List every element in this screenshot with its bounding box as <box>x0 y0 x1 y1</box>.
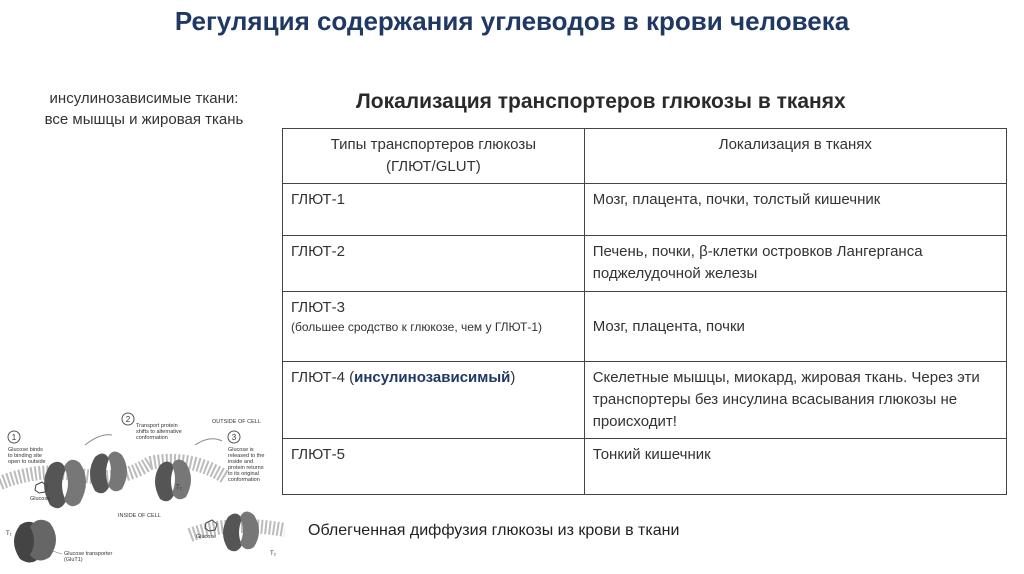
step-3-line: conformation <box>228 477 260 483</box>
localization-cell: Скелетные мышцы, миокард, жировая ткань. Через эти транспортеры без инсулина всасывания глюкозы не происходит! <box>584 362 1006 439</box>
glucose-transporter-label-2: (GluT1) <box>64 557 83 563</box>
transporter-shape-1 <box>44 460 86 508</box>
type-prefix: ГЛЮТ-4 ( <box>291 369 355 386</box>
step-1-text <box>8 447 46 465</box>
transporter-shape-4 <box>14 520 56 563</box>
step-3-line: to its original <box>228 471 259 477</box>
step-1-line: to binding site <box>8 453 42 459</box>
insulin-dependent-label: инсулинозависимый <box>354 369 511 386</box>
step-1-line: open to outside <box>8 459 46 465</box>
table-row <box>283 439 1007 495</box>
transporter-shape-3 <box>155 459 191 501</box>
table-title: Локализация транспортеров глюкозы в тканях <box>356 90 846 113</box>
slide-title: Регуляция содержания углеводов в крови человека <box>174 6 850 36</box>
header-transporter-types: Типы транспортеров глюкозы (ГЛЮТ/GLUT) <box>283 129 585 184</box>
glucose-transporter-label: Glucose transporter <box>64 551 113 557</box>
step-3-number: 3 <box>231 433 237 442</box>
step-2-line: shifts to alternative <box>136 429 182 435</box>
table-row <box>283 292 1007 362</box>
outside-of-cell-label: OUTSIDE OF CELL <box>212 419 261 425</box>
transporter-type-cell: ГЛЮТ-1 <box>283 184 585 236</box>
t2-label-right: T₂ <box>270 551 276 557</box>
transporter-shape-2 <box>90 451 127 493</box>
step-3-line: inside and <box>228 459 254 465</box>
t2-label: T₂ <box>176 485 182 491</box>
diagram-caption: Облегченная диффузия глюкозы из крови в ткани <box>308 522 680 539</box>
localization-cell: Печень, почки, β-клетки островков Лангерганса поджелудочной железы <box>584 236 1006 292</box>
table-row <box>283 362 1007 439</box>
table-header-row <box>283 129 1007 184</box>
table-row <box>283 236 1007 292</box>
step-2-line: Transport protein <box>136 423 178 429</box>
table-row <box>283 184 1007 236</box>
step-1-number: 1 <box>11 433 17 442</box>
step-2-text <box>136 423 182 441</box>
step-3-line: Glucose is <box>228 447 254 453</box>
note-line-1: инсулинозависимые ткани: <box>49 90 239 107</box>
step-3-text <box>228 447 264 483</box>
note-line-2: все мышцы и жировая ткань <box>44 111 244 128</box>
localization-cell: Мозг, плацента, почки, толстый кишечник <box>584 184 1006 236</box>
header-tissue-localization: Локализация в тканях <box>584 129 1006 184</box>
insulin-dependent-note <box>24 88 264 130</box>
localization-cell: Мозг, плацента, почки <box>584 292 1006 362</box>
glucose-label: Glucose <box>30 496 51 502</box>
localization-cell: Тонкий кишечник <box>584 439 1006 495</box>
step-2-number: 2 <box>125 415 131 424</box>
transporter-type-cell <box>283 362 585 439</box>
type-suffix: ) <box>510 369 516 386</box>
step-1-line: Glucose binds <box>8 447 43 453</box>
inside-of-cell-label: INSIDE OF CELL <box>118 513 161 519</box>
transporter-type-cell: ГЛЮТ-2 <box>283 236 585 292</box>
step-arrow-1-2 <box>85 435 112 445</box>
step-2-line: conformation <box>136 435 168 441</box>
step-3-line: protein returns <box>228 465 264 471</box>
step-3-line: released to the <box>228 453 265 459</box>
facilitated-diffusion-diagram <box>0 405 285 574</box>
step-arrow-2-3 <box>195 439 222 445</box>
transporter-type-cell: ГЛЮТ-5 <box>283 439 585 495</box>
transporter-type-cell <box>283 292 585 362</box>
glucose-label-inside: Glucose <box>196 534 217 540</box>
affinity-note: (большее сродство к глюкозе, чем у ГЛЮТ-1) <box>291 320 542 334</box>
glut-table <box>282 128 1007 495</box>
t1-label: T₁ <box>6 531 12 537</box>
transporter-type-name: ГЛЮТ-3 <box>291 299 345 316</box>
